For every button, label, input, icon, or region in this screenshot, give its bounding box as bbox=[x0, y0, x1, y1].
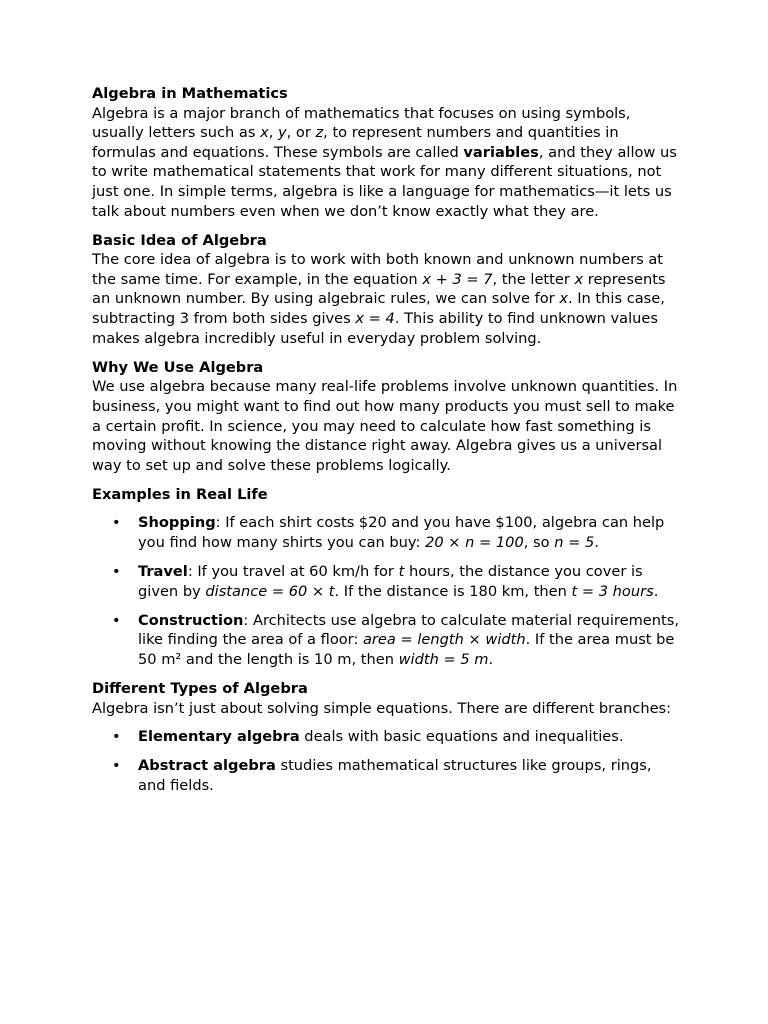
text-run: . bbox=[594, 533, 599, 551]
bold-text-run: Shopping bbox=[138, 514, 216, 532]
text-run: . bbox=[653, 582, 659, 600]
bullet-icon: • bbox=[112, 563, 121, 581]
text-run: Algebra isn’t just about solving simple equations. There are different branches: bbox=[92, 699, 672, 717]
text-run: studies mathematical structures like groups, rings, and fields. bbox=[138, 757, 652, 794]
bold-text-run: Construction bbox=[138, 611, 244, 629]
text-run: Algebra is a major branch of mathematics that focuses on using symbols, usually letters such as bbox=[92, 104, 631, 142]
section-heading: Why We Use Algebra bbox=[92, 358, 264, 376]
bold-text-run: Travel bbox=[138, 563, 188, 581]
text-run: . If the area must be 50 m² and the length is 10 m, then bbox=[138, 631, 675, 668]
section-different-types bbox=[92, 679, 682, 795]
italic-text-run: x bbox=[574, 270, 584, 288]
text-run: , or bbox=[286, 124, 316, 142]
italic-text-run: y bbox=[278, 124, 287, 142]
italic-text-run: x bbox=[260, 124, 269, 142]
bold-text-run: Abstract algebra bbox=[138, 757, 276, 775]
list-item-text bbox=[138, 612, 679, 668]
text-run: . This ability to find unknown values makes algebra incredibly useful in everyday problem solving. bbox=[92, 310, 658, 347]
text-run: The core idea of algebra is to work with both known and unknown numbers at the same time. For example, in the equation bbox=[92, 251, 664, 288]
text-run: . bbox=[488, 650, 494, 668]
list-item-text bbox=[138, 563, 658, 600]
section-paragraph bbox=[92, 377, 682, 475]
section-heading: Different Types of Algebra bbox=[92, 680, 308, 698]
list-item-text bbox=[138, 757, 652, 794]
text-run: , to represent numbers and quantities in formulas and equations. These symbols are called bbox=[92, 124, 619, 161]
section-heading: Basic Idea of Algebra bbox=[92, 231, 267, 249]
text-run: represents an unknown number. By using algebraic rules, we can solve for bbox=[92, 270, 666, 308]
list-item-abstract-algebra bbox=[92, 756, 682, 795]
text-run: : If each shirt costs $20 and you have $100, algebra can help you find how many shirts you can buy: bbox=[138, 514, 665, 551]
bullet-icon: • bbox=[112, 757, 121, 775]
italic-text-run: width = 5 m bbox=[398, 650, 489, 668]
section-paragraph bbox=[92, 699, 682, 719]
text-run: We use algebra because many real-life problems involve unknown quantities. In business, you might want to find out how many products you must sell to make a certain profit. In science, you may need to calculate how fast something is moving without knowing the distance right away. Algebra gives us a universal way to set up and solve these problems logically. bbox=[92, 378, 678, 474]
list-item-shopping bbox=[92, 513, 682, 552]
italic-text-run: distance = 60 × t bbox=[205, 582, 335, 600]
text-run: . If the distance is 180 km, then bbox=[334, 582, 572, 600]
italic-text-run: n = 5 bbox=[554, 533, 595, 551]
section-why-we-use-algebra bbox=[92, 358, 682, 476]
bullet-icon: • bbox=[112, 728, 121, 746]
italic-text-run: z bbox=[315, 124, 324, 142]
italic-text-run: area = length × width bbox=[362, 631, 526, 649]
text-run: hours, the distance you cover is given by bbox=[138, 563, 643, 600]
section-heading: Algebra in Mathematics bbox=[92, 85, 288, 102]
text-run: , so bbox=[523, 533, 555, 551]
list-item-construction bbox=[92, 611, 682, 670]
section-heading: Examples in Real Life bbox=[92, 485, 268, 503]
text-run: deals with basic equations and inequalities. bbox=[299, 728, 624, 746]
bullet-icon: • bbox=[112, 514, 121, 532]
section-basic-idea bbox=[92, 231, 682, 349]
text-run: . In this case, subtracting 3 from both sides gives bbox=[92, 290, 665, 328]
italic-text-run: x bbox=[559, 290, 568, 308]
text-run: , bbox=[268, 124, 278, 142]
bullet-icon: • bbox=[112, 611, 121, 629]
bullet-list bbox=[92, 513, 682, 669]
italic-text-run: t bbox=[398, 563, 405, 581]
document-body bbox=[92, 84, 682, 805]
bold-text-run: Elementary algebra bbox=[138, 728, 300, 746]
italic-text-run: 20 × n = 100 bbox=[425, 533, 524, 551]
italic-text-run: x + 3 = 7 bbox=[422, 270, 493, 288]
section-examples-in-real-life bbox=[92, 485, 682, 670]
section-algebra-in-mathematics bbox=[92, 84, 682, 221]
text-run: , the letter bbox=[492, 270, 575, 288]
list-item-elementary-algebra bbox=[92, 727, 682, 747]
text-run: : Architects use algebra to calculate material requirements, like finding the area of a floor: bbox=[138, 611, 679, 649]
section-paragraph bbox=[92, 250, 682, 348]
bold-text-run: variables bbox=[463, 143, 539, 161]
list-item-text bbox=[138, 728, 624, 745]
list-item-text bbox=[138, 514, 664, 551]
section-paragraph bbox=[92, 104, 682, 222]
bullet-list bbox=[92, 727, 682, 795]
italic-text-run: x = 4 bbox=[355, 310, 395, 328]
list-item-travel bbox=[92, 562, 682, 601]
text-run: , and they allow us to write mathematical statements that work for many different situations, not just one. In simple terms, algebra is like a language for mathematics—it lets us talk about numbers even when we don’t know exactly what they are. bbox=[92, 143, 677, 220]
text-run: : If you travel at 60 km/h for bbox=[187, 563, 399, 581]
italic-text-run: t = 3 hours bbox=[571, 582, 654, 600]
